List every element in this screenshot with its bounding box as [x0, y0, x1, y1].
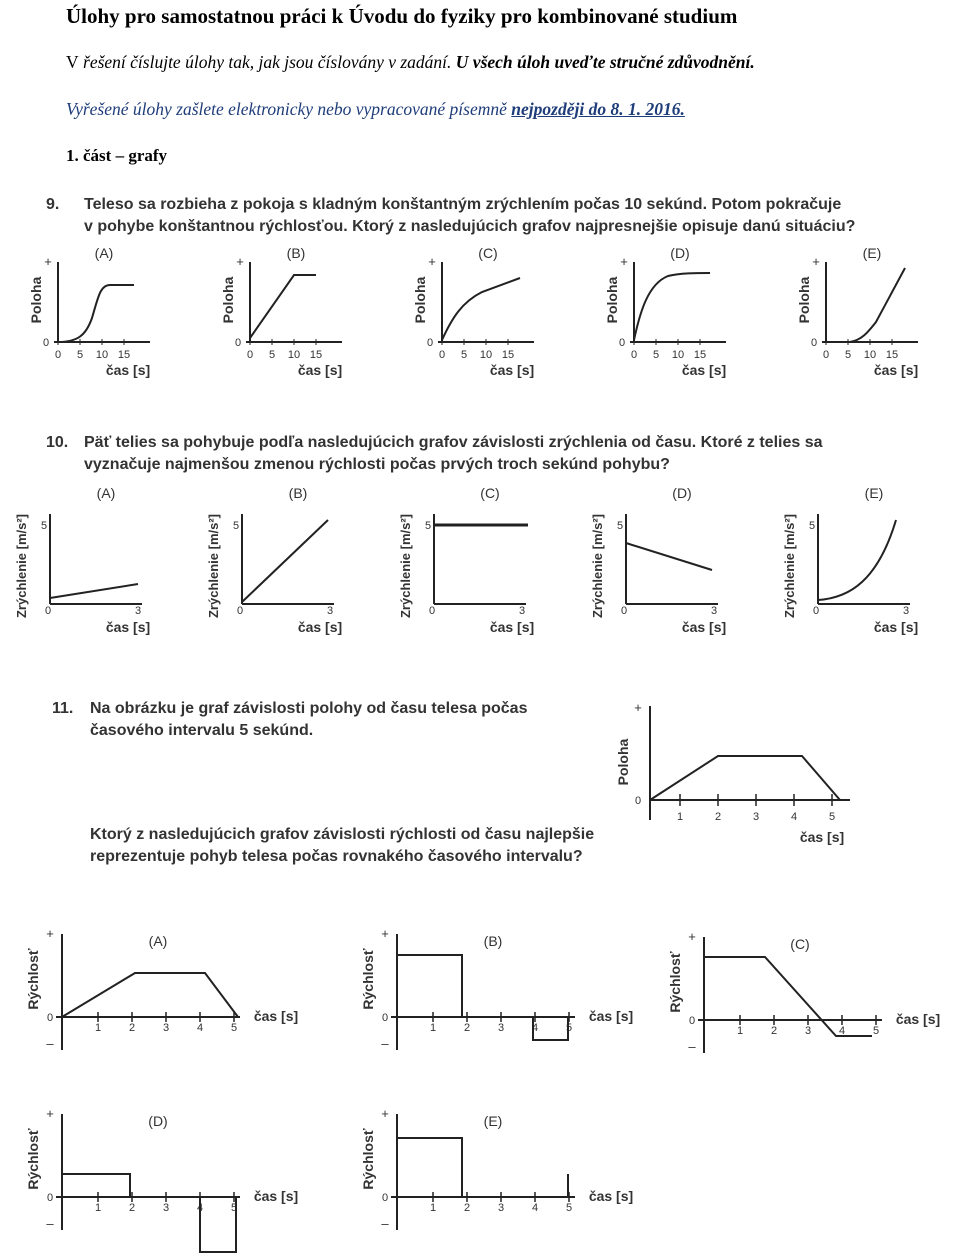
q11-vel-a-origin-label: 0 — [46, 1012, 54, 1024]
q11-vel-e-y-label: Rýchlosť — [360, 1128, 376, 1190]
q10-a-origin-label: 0 — [44, 605, 52, 617]
q11-vel-d-x-label: čas [s] — [253, 1188, 299, 1204]
q10-c-xtick-label: 3 — [518, 605, 526, 617]
question-11-number: 11. — [52, 700, 74, 717]
instructions-bold: U všech úloh uveďte stručné zdůvodnění. — [455, 52, 755, 72]
q9-b-tick-label: 15 — [309, 349, 323, 361]
q10-a-y-label: Zrýchlenie [m/s²] — [14, 513, 29, 619]
q9-b-y-label: Poloha — [220, 276, 236, 324]
q9-e-plus-label: + — [812, 254, 820, 269]
q11-vel-c-tick-label: 2 — [770, 1025, 778, 1037]
q9-d-plus-label: + — [620, 254, 628, 269]
q11-vel-d-minus-label: – — [46, 1216, 54, 1231]
q11-option-a-label: (A) — [148, 933, 168, 949]
q11-vel-c-origin-label: 0 — [688, 1015, 696, 1027]
q9-a-tick-label: 0 — [54, 349, 62, 361]
q11-vel-a-tick-label: 1 — [94, 1022, 102, 1034]
q10-b-y-label: Zrýchlenie [m/s²] — [206, 513, 221, 619]
q11-vel-d-tick-label: 1 — [94, 1202, 102, 1214]
q11-vel-b-x-label: čas [s] — [588, 1008, 634, 1024]
q11-vel-c-y-label: Rýchlosť — [667, 951, 683, 1013]
q11-vel-c-curve — [704, 957, 872, 1036]
q10-b-xtick-label: 3 — [326, 605, 334, 617]
q10-c-ytick-label: 5 — [424, 520, 432, 532]
q11-vel-e-origin-label: 0 — [381, 1192, 389, 1204]
q11-vel-a-tick-label: 4 — [196, 1022, 204, 1034]
q10-c-origin-label: 0 — [428, 605, 436, 617]
q11-pos-tick-label: 4 — [790, 811, 798, 823]
q10-a-x-label: čas [s] — [105, 619, 151, 635]
q9-c-tick-label: 10 — [479, 349, 493, 361]
q10-d-origin-label: 0 — [620, 605, 628, 617]
q9-c-x-label: čas [s] — [489, 362, 535, 378]
q9-option-d-label: (D) — [670, 245, 690, 261]
q9-a-x-label: čas [s] — [105, 362, 151, 378]
q10-e-curve — [818, 520, 896, 600]
q10-option-e-label: (E) — [864, 485, 884, 501]
q9-a-tick-label: 5 — [76, 349, 84, 361]
q9-c-tick-label: 0 — [438, 349, 446, 361]
q10-b-x-label: čas [s] — [297, 619, 343, 635]
deadline-text: Vyřešené úlohy zašlete elektronicky nebo vypracované písemně — [66, 99, 512, 119]
q11-vel-e-tick-label: 1 — [429, 1202, 437, 1214]
q11-pos-tick-label: 2 — [714, 811, 722, 823]
q10-c-y-label: Zrýchlenie [m/s²] — [398, 513, 413, 619]
q11-vel-a-curve — [62, 973, 238, 1017]
q11-vel-b-tick-label: 1 — [429, 1022, 437, 1034]
q10-d-xtick-label: 3 — [710, 605, 718, 617]
q11-vel-e-minus-label: – — [381, 1216, 389, 1231]
q9-option-e-label: (E) — [862, 245, 882, 261]
q11-vel-a-tick-label: 3 — [162, 1022, 170, 1034]
q9-option-b-label: (B) — [286, 245, 306, 261]
q9-b-origin-label: 0 — [234, 337, 242, 349]
q11-vel-a-tick-label: 2 — [128, 1022, 136, 1034]
q11-vel-b-tick-label: 5 — [565, 1022, 573, 1034]
q11-vel-c-plus-label: + — [688, 929, 696, 944]
q9-b-tick-label: 5 — [268, 349, 276, 361]
q9-b-curve — [250, 275, 316, 338]
q11-option-b-label: (B) — [483, 933, 503, 949]
question-9-number: 9. — [46, 196, 60, 213]
q9-d-tick-label: 15 — [693, 349, 707, 361]
q11-vel-b-tick-label: 4 — [531, 1022, 539, 1034]
q10-b-curve — [242, 520, 328, 602]
q11-vel-d-tick-label: 2 — [128, 1202, 136, 1214]
instructions-first-letter: V — [66, 52, 79, 72]
q11-vel-d-y-label: Rýchlosť — [25, 1128, 41, 1190]
question-9-line1: Teleso sa rozbieha z pokoja s kladným konštantným zrýchlením počas 10 sekúnd. Potom pokračuje — [84, 196, 842, 213]
q11-vel-c-tick-label: 5 — [872, 1025, 880, 1037]
q10-d-x-label: čas [s] — [681, 619, 727, 635]
q9-a-tick-label: 15 — [117, 349, 131, 361]
q9-b-plus-label: + — [236, 254, 244, 269]
q11-pos-y-label: Poloha — [615, 738, 631, 786]
q11-vel-d-origin-label: 0 — [46, 1192, 54, 1204]
q11-vel-e-curve — [397, 1138, 568, 1197]
q10-option-b-label: (B) — [288, 485, 308, 501]
q9-d-y-label: Poloha — [604, 276, 620, 324]
q11-vel-b-tick-label: 2 — [463, 1022, 471, 1034]
deadline-date: nejpozději do 8. 1. 2016. — [511, 99, 685, 119]
q9-a-origin-label: 0 — [42, 337, 50, 349]
q9-e-origin-label: 0 — [810, 337, 818, 349]
question-11-line2: časového intervalu 5 sekúnd. — [90, 722, 314, 739]
q9-c-plus-label: + — [428, 254, 436, 269]
q11-vel-c-minus-label: – — [688, 1039, 696, 1054]
q11-vel-d-curve — [62, 1174, 236, 1252]
q11-vel-c-tick-label: 1 — [736, 1025, 744, 1037]
q9-c-curve — [442, 278, 520, 340]
question-11-line4: reprezentuje pohyb telesa počas rovnakého časového intervalu? — [90, 848, 583, 865]
q11-option-c-label: (C) — [790, 936, 810, 952]
q10-option-c-label: (C) — [480, 485, 500, 501]
q10-a-xtick-label: 3 — [134, 605, 142, 617]
q11-pos-tick-label: 3 — [752, 811, 760, 823]
section-heading: 1. část – grafy — [66, 146, 168, 165]
q9-d-curve — [634, 273, 710, 340]
q9-e-curve — [826, 268, 905, 342]
q11-vel-a-x-label: čas [s] — [253, 1008, 299, 1024]
q10-option-d-label: (D) — [672, 485, 692, 501]
q10-e-origin-label: 0 — [812, 605, 820, 617]
q11-vel-d-tick-label: 5 — [230, 1202, 238, 1214]
q9-a-y-label: Poloha — [28, 276, 44, 324]
q10-d-y-label: Zrýchlenie [m/s²] — [590, 513, 605, 619]
question-11-line3: Ktorý z nasledujúcich grafov závislosti rýchlosti od času najlepšie — [90, 826, 595, 843]
q11-pos-tick-label: 1 — [676, 811, 684, 823]
q9-d-tick-label: 10 — [671, 349, 685, 361]
q9-a-plus-label: + — [44, 254, 52, 269]
q9-e-x-label: čas [s] — [873, 362, 919, 378]
q11-vel-b-minus-label: – — [381, 1036, 389, 1051]
q10-e-xtick-label: 3 — [902, 605, 910, 617]
q9-d-origin-label: 0 — [618, 337, 626, 349]
q11-vel-a-minus-label: – — [46, 1036, 54, 1051]
q11-vel-b-plus-label: + — [381, 926, 389, 941]
q11-vel-b-y-label: Rýchlosť — [360, 948, 376, 1010]
q9-a-curve — [58, 285, 134, 342]
q10-c-x-label: čas [s] — [489, 619, 535, 635]
q9-option-c-label: (C) — [478, 245, 498, 261]
q10-e-y-label: Zrýchlenie [m/s²] — [782, 513, 797, 619]
instructions-text: řešení číslujte úlohy tak, jak jsou číslovány v zadání. — [78, 52, 456, 72]
page-title: Úlohy pro samostatnou práci k Úvodu do fyziky pro kombinované studium — [66, 4, 738, 28]
q11-vel-a-y-label: Rýchlosť — [25, 948, 41, 1010]
q11-vel-b-curve — [397, 955, 568, 1040]
q11-vel-d-tick-label: 3 — [162, 1202, 170, 1214]
q11-pos-origin-label: 0 — [634, 795, 642, 807]
question-11-line1: Na obrázku je graf závislosti polohy od času telesa počas — [90, 700, 528, 717]
q10-option-a-label: (A) — [96, 485, 116, 501]
q9-c-tick-label: 15 — [501, 349, 515, 361]
q11-vel-a-plus-label: + — [46, 926, 54, 941]
question-10-number: 10. — [46, 434, 69, 451]
q9-b-x-label: čas [s] — [297, 362, 343, 378]
q11-vel-d-plus-label: + — [46, 1106, 54, 1121]
q9-option-a-label: (A) — [94, 245, 114, 261]
q11-vel-e-plus-label: + — [381, 1106, 389, 1121]
q11-pos-tick-label: 5 — [828, 811, 836, 823]
q9-e-tick-label: 0 — [822, 349, 830, 361]
q11-vel-b-tick-label: 3 — [497, 1022, 505, 1034]
q10-e-ytick-label: 5 — [808, 520, 816, 532]
q10-a-ytick-label: 5 — [40, 520, 48, 532]
q11-vel-e-tick-label: 2 — [463, 1202, 471, 1214]
q11-vel-e-tick-label: 5 — [565, 1202, 573, 1214]
q9-b-tick-label: 0 — [246, 349, 254, 361]
q10-a-curve — [50, 584, 138, 598]
q9-e-tick-label: 10 — [863, 349, 877, 361]
q11-vel-c-tick-label: 3 — [804, 1025, 812, 1037]
q10-e-x-label: čas [s] — [873, 619, 919, 635]
q11-option-e-label: (E) — [483, 1113, 503, 1129]
q9-d-tick-label: 5 — [652, 349, 660, 361]
q9-c-tick-label: 5 — [460, 349, 468, 361]
q11-option-d-label: (D) — [148, 1113, 168, 1129]
q9-e-tick-label: 15 — [885, 349, 899, 361]
q11-pos-x-label: čas [s] — [799, 829, 845, 845]
question-10-line1: Päť telies sa pohybuje podľa nasledujúcich grafov závislosti zrýchlenia od času. Ktoré z telies sa — [84, 434, 823, 451]
q11-vel-a-tick-label: 5 — [230, 1022, 238, 1034]
q10-b-ytick-label: 5 — [232, 520, 240, 532]
q11-vel-e-tick-label: 3 — [497, 1202, 505, 1214]
q10-d-ytick-label: 5 — [616, 520, 624, 532]
q11-vel-d-tick-label: 4 — [196, 1202, 204, 1214]
q10-d-curve — [626, 543, 712, 570]
q11-vel-b-origin-label: 0 — [381, 1012, 389, 1024]
q9-c-origin-label: 0 — [426, 337, 434, 349]
q9-e-y-label: Poloha — [796, 276, 812, 324]
q11-pos-curve — [650, 756, 840, 800]
question-9-line2: v pohybe konštantnou rýchlosťou. Ktorý z nasledujúcich grafov najpresnejšie opisuje danú situáciu? — [84, 218, 856, 235]
q9-d-x-label: čas [s] — [681, 362, 727, 378]
q11-vel-c-tick-label: 4 — [838, 1025, 846, 1037]
q9-a-tick-label: 10 — [95, 349, 109, 361]
q9-e-tick-label: 5 — [844, 349, 852, 361]
q11-vel-c-x-label: čas [s] — [895, 1011, 941, 1027]
q9-c-y-label: Poloha — [412, 276, 428, 324]
q11-vel-e-tick-label: 4 — [531, 1202, 539, 1214]
question-10-line2: vyznačuje najmenšou zmenou rýchlosti počas prvých troch sekúnd pohybu? — [84, 456, 670, 473]
q11-vel-e-x-label: čas [s] — [588, 1188, 634, 1204]
q11-pos-plus-label: + — [634, 700, 642, 715]
q9-b-tick-label: 10 — [287, 349, 301, 361]
q9-d-tick-label: 0 — [630, 349, 638, 361]
q10-b-origin-label: 0 — [236, 605, 244, 617]
